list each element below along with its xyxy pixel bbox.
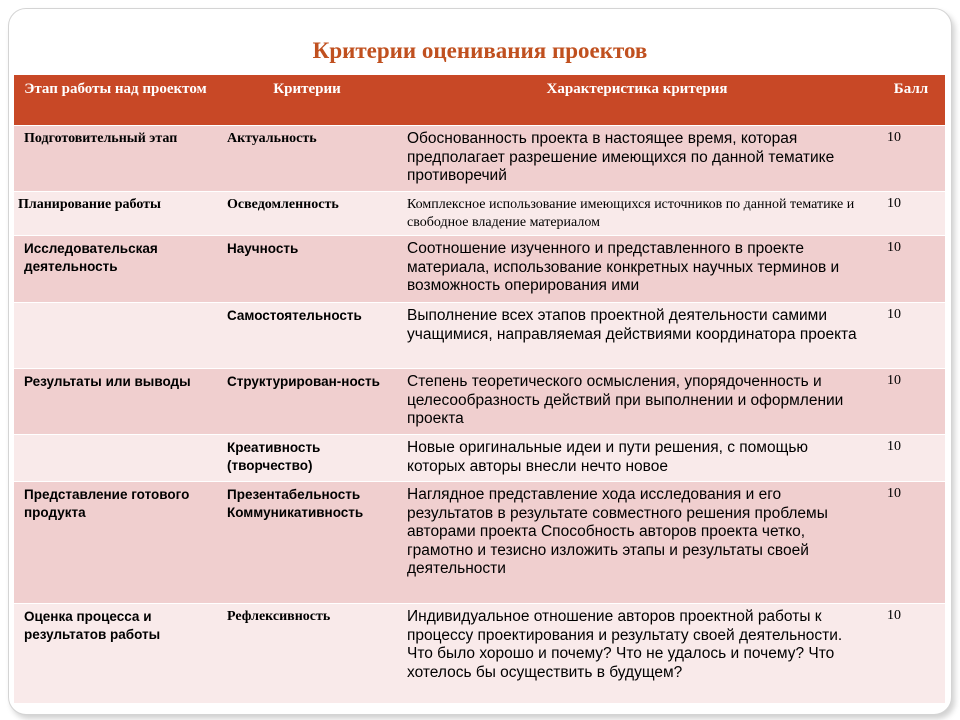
criteria-table <box>14 75 945 704</box>
criterion-cell: Структурирован-ность <box>217 369 397 435</box>
stage-cell: Результаты или выводы <box>14 369 217 435</box>
stage-cell: Планирование работы <box>14 192 217 236</box>
stage-cell: Исследовательская деятельность <box>14 236 217 303</box>
score-cell: 10 <box>877 192 945 236</box>
description-cell: Индивидуальное отношение авторов проектной работы к процессу проектирования и результату своей деятельности. Что было хорошо и почему? Что не удалось и почему? Что хотелось бы осуществить в будущем? <box>397 604 877 704</box>
description-cell: Наглядное представление хода исследования и его результатов в результате совместного решения проблемы авторами проекта Способность авторов проекта четко, грамотно и тезисно изложить этапы и результаты своей деятельности <box>397 482 877 604</box>
score-cell: 10 <box>877 369 945 435</box>
description-cell: Соотношение изученного и представленного в проекте материала, использование конкретных научных терминов и возможность оперирования ими <box>397 236 877 303</box>
table-row <box>14 126 945 192</box>
criterion-cell: Научность <box>217 236 397 303</box>
table-row <box>14 303 945 369</box>
score-cell: 10 <box>877 236 945 303</box>
header-stage: Этап работы над проектом <box>14 75 217 126</box>
header-description: Характеристика критерия <box>397 75 877 126</box>
stage-cell <box>14 303 217 369</box>
score-cell: 10 <box>877 126 945 192</box>
stage-cell: Представление готового продукта <box>14 482 217 604</box>
score-cell: 10 <box>877 435 945 482</box>
score-cell: 10 <box>877 303 945 369</box>
score-cell: 10 <box>877 604 945 704</box>
description-cell: Выполнение всех этапов проектной деятельности самими учащимися, направляемая действиями координатора проекта <box>397 303 877 369</box>
table-row <box>14 604 945 704</box>
header-score: Балл <box>877 75 945 126</box>
stage-cell <box>14 435 217 482</box>
table-header-row <box>14 75 945 126</box>
criterion-cell: Рефлексивность <box>217 604 397 704</box>
table-row <box>14 435 945 482</box>
criterion-cell: Самостоятельность <box>217 303 397 369</box>
criterion-cell: Креативность (творчество) <box>217 435 397 482</box>
description-cell: Комплексное использование имеющихся источников по данной тематике и свободное владение материалом <box>397 192 877 236</box>
description-cell: Степень теоретического осмысления, упорядоченность и целесообразность действий при выполнении и оформлении проекта <box>397 369 877 435</box>
table-row <box>14 369 945 435</box>
stage-cell: Подготовительный этап <box>14 126 217 192</box>
score-cell: 10 <box>877 482 945 604</box>
stage-cell: Оценка процесса и результатов работы <box>14 604 217 704</box>
criterion-cell: Актуальность <box>217 126 397 192</box>
page-title: Критерии оценивания проектов <box>312 38 648 63</box>
description-cell: Обоснованность проекта в настоящее время, которая предполагает разрешение имеющихся по данной тематике противоречий <box>397 126 877 192</box>
header-criterion: Критерии <box>217 75 397 126</box>
table-row <box>14 236 945 303</box>
table-row <box>14 192 945 236</box>
criterion-cell: Осведомленность <box>217 192 397 236</box>
criterion-cell: Презентабельность Коммуникативность <box>217 482 397 604</box>
description-cell: Новые оригинальные идеи и пути решения, с помощью которых авторы внесли нечто новое <box>397 435 877 482</box>
table-row <box>14 482 945 604</box>
